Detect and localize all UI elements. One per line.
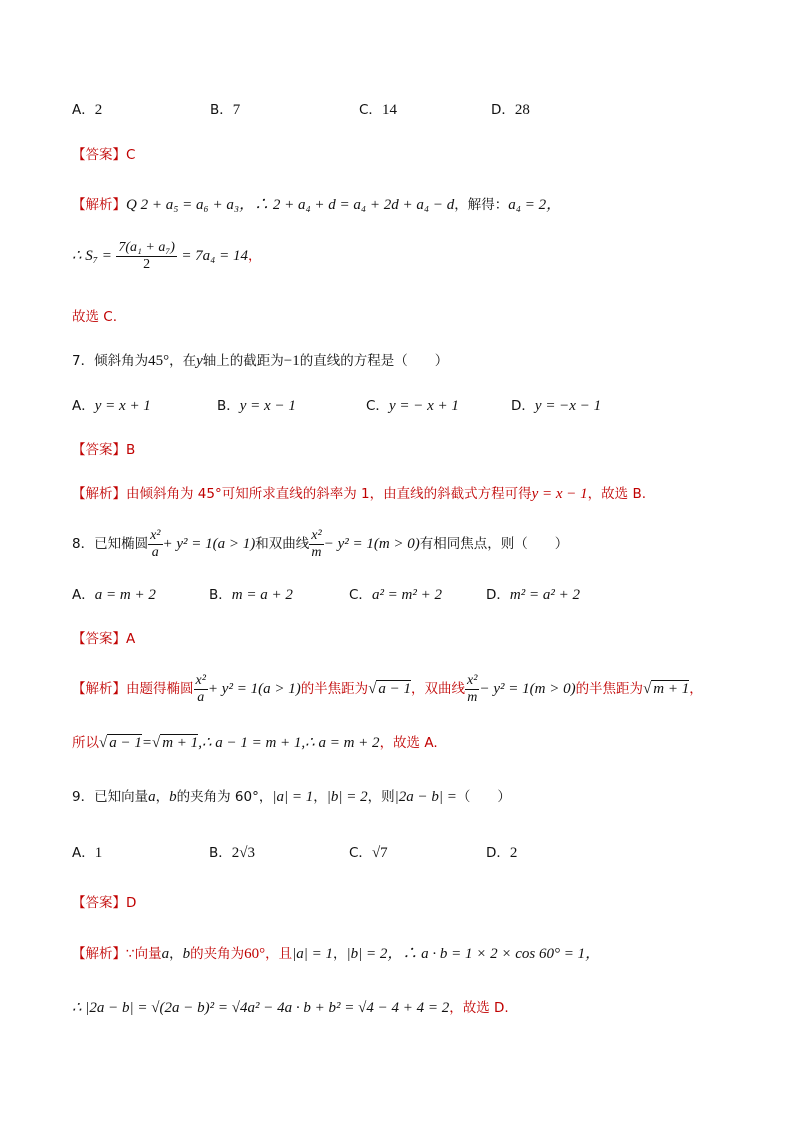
q9-option-b: B．2√3	[209, 845, 255, 861]
q8-hyperbola-fraction: $\frac{\text{x²}}{m}$	[311, 527, 322, 560]
q7-option-d: D．y = −x − 1	[511, 398, 602, 414]
q6-option-c: C．14	[359, 102, 397, 118]
q6-sum-fraction: $\frac{\text{7(a₁ + a₇)}}{2}$	[118, 239, 175, 272]
q6-option-d: D．28	[491, 102, 530, 118]
q8-option-b: B．m = a + 2	[209, 587, 293, 603]
q8-analysis-line1: 【解析】由题得椭圆 $\frac{\text{x²}}{a}$ + y² = 1(a > 1)的半焦距为√ a − 1，双曲线 $\frac{\text{x²}}{m}$ − y² = 1(m > 0)的半焦距为√ m + 1，	[72, 672, 703, 705]
q9-option-d: D．2	[486, 845, 518, 861]
q8-option-a: A．a = m + 2	[72, 587, 156, 603]
q8-answer: 【答案】A	[72, 631, 136, 647]
q6-conclusion: 故选 C.	[72, 309, 118, 325]
q9-stem: 9．已知向量a，b的夹角为 60°，|a| = 1，|b| = 2，则|2a − b| =（ ）	[72, 789, 511, 805]
q8-option-d: D．m² = a² + 2	[486, 587, 580, 603]
q8-stem: 8．已知椭圆 $\frac{\text{x²}}{a}$ + y² = 1(a > 1)和双曲线 $\frac{\text{x²}}{m}$ − y² = 1(m > 0)有相同焦点，则（ ）	[72, 527, 569, 560]
q7-option-a: A．y = x + 1	[72, 398, 151, 414]
q7-stem: 7．倾斜角为45°，在y轴上的截距为−1的直线的方程是（ ）	[72, 353, 449, 369]
q9-answer: 【答案】D	[72, 895, 137, 911]
q9-analysis-line2: ∴ |2a − b| = √(2a − b)² = √4a² − 4a · b + b² = √4 − 4 + 4 = 2，故选 D.	[72, 1000, 509, 1016]
q7-option-c: C．y = − x + 1	[366, 398, 459, 414]
q6-answer	[72, 145, 734, 165]
q8-analysis-line2: 所以√ a − 1=√ m + 1,∴ a − 1 = m + 1,∴ a = m + 2，故选 A.	[72, 735, 438, 751]
q7-analysis: 【解析】由倾斜角为 45°可知所求直线的斜率为 1，由直线的斜截式方程可得y = x − 1，故选 B.	[72, 486, 647, 502]
q7-option-b: B．y = x − 1	[217, 398, 296, 414]
q8-ellipse-fraction: $\frac{\text{x²}}{a}$	[150, 527, 161, 560]
analysis-tag: 【解析】	[72, 197, 126, 213]
q7-answer: 【答案】B	[72, 442, 136, 458]
q8-option-c: C．a² = m² + 2	[349, 587, 443, 603]
q9-option-a: A．1	[72, 845, 103, 861]
answer-tag: 【答案】	[72, 147, 126, 163]
q9-option-c: C．√7	[349, 845, 388, 861]
q6-option-a: A．2	[72, 102, 103, 118]
q6-analysis-formula: Q 2 + a₅ = a₆ + a₃，∴ 2 + a₄ + d = a₄ + 2d + a₄ − d	[126, 197, 455, 213]
answer-value: C	[126, 147, 136, 163]
q9-analysis-line1: 【解析】∵向量a，b的夹角为60°，且|a| = 1，|b| = 2，∴ a · b = 1 × 2 × cos 60° = 1，	[72, 946, 601, 962]
q6-analysis-line1: 【解析】Q 2 + a₅ = a₆ + a₃，∴ 2 + a₄ + d = a₄ + 2d + a₄ − d，解得：a₄ = 2，	[72, 197, 562, 213]
q6-analysis-line2: ∴ S₇ = $\frac{\text{7(a₁ + a₇)}}{2}$ = 7a₄ = 14，	[72, 239, 262, 272]
q6-option-b: B．7	[210, 102, 241, 118]
